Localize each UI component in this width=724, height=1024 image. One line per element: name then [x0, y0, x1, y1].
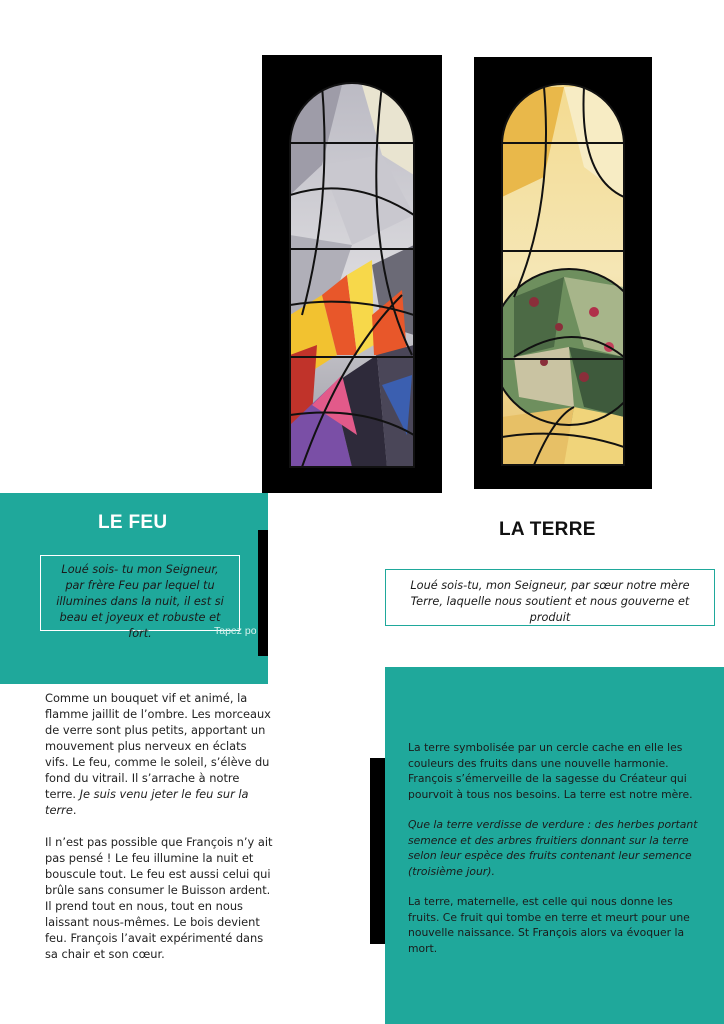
feu-title: LE FEU [98, 512, 168, 533]
terre-paragraph-3: La terre, maternelle, est celle qui nous donne les fruits. Ce fruit qui tombe en terre et meurt pour une nouvelle naissance. St François alors va évoquer la mort. [408, 895, 690, 955]
terre-title: LA TERRE [499, 519, 596, 540]
feu-paragraph-1 [45, 690, 273, 818]
terre-body-text [408, 740, 698, 971]
feu-body-text [45, 690, 273, 978]
earth-window-artwork [474, 57, 652, 489]
feu-paragraph-1-citation: Je suis venu jeter le feu sur la terre [45, 787, 249, 817]
terre-paragraph-2: Que la terre verdisse de verdure : des herbes portant semence et des arbres fruitiers donnant sur la terre selon leur espèce des fruits contenant leur semence (troisième jour). [408, 818, 698, 878]
fire-window-artwork [262, 55, 442, 493]
feu-quote: Loué sois- tu mon Seigneur, par frère Feu par lequel tu illumines dans la nuit, il est si beau et joyeux et robuste et fort. [40, 555, 240, 631]
fire-stained-glass-window [262, 55, 442, 493]
feu-paragraph-1-end: . [72, 803, 77, 817]
feu-black-accent-bar [258, 530, 268, 656]
feu-text-placeholder[interactable]: Tapez po [214, 625, 257, 637]
feu-paragraph-1-text: Comme un bouquet vif et animé, la flamme jaillit de l’ombre. Les morceaux de verre sont plus petits, apportant un mouvement plus nerveux en éclats vifs. Le feu, comme le soleil, s’élève du fond du vitrail. Il s’arrache à notre terre. [45, 691, 271, 801]
terre-paragraph-1: La terre symbolisée par un cercle cache en elle les couleurs des fruits dans une nouvelle harmonie. François s’émerveille de la sagesse du Créateur qui pourvoit à tous nos besoins. La terre est notre mère. [408, 741, 693, 801]
terre-quote: Loué sois-tu, mon Seigneur, par sœur notre mère Terre, laquelle nous soutient et nous gouverne et produit [385, 569, 715, 626]
feu-paragraph-2: Il n’est pas possible que François n’y ait pas pensé ! Le feu illumine la nuit et bouscule tout. Le feu est aussi celui qui brûle sans consumer le Buisson ardent. Il prend tout en nous, tout en nous laissant nous-mêmes. Le bois devient feu. François l’avait expérimenté dans sa chair et son cœur. [45, 835, 273, 961]
earth-stained-glass-window [474, 57, 652, 489]
terre-black-accent-bar [370, 758, 385, 944]
